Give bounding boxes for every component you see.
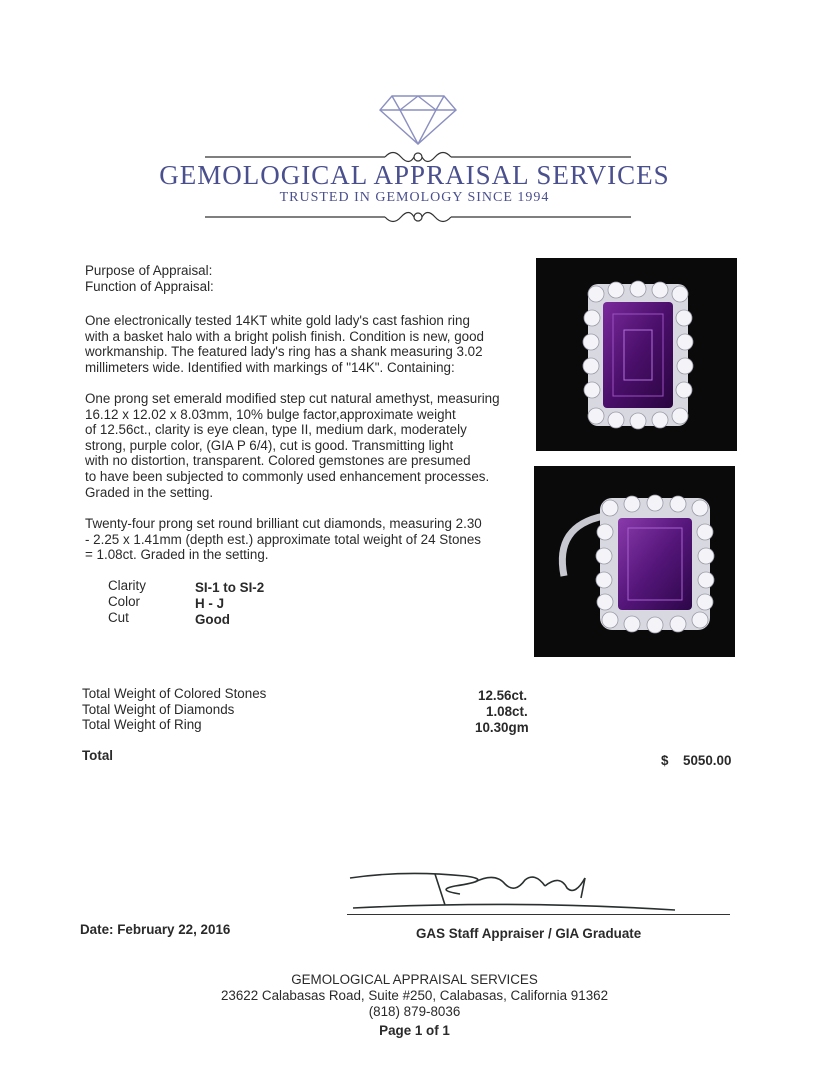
header-bottom-ornament	[205, 206, 631, 228]
total-diamonds-value: 1.08ct.	[486, 704, 528, 719]
text-line: with a basket halo with a bright polish finish. Condition is new, good	[85, 328, 484, 344]
text-line: 16.12 x 12.02 x 8.03mm, 10% bulge factor,approximate weight	[85, 406, 456, 422]
total-label: Total	[82, 748, 113, 763]
text-line: with no distortion, transparent. Colored gemstones are presumed	[85, 453, 471, 469]
total-ring-label: Total Weight of Ring	[82, 717, 202, 732]
footer-address: 23622 Calabasas Road, Suite #250, Calabasas, California 91362	[220, 988, 609, 1003]
appraiser-signature	[345, 860, 685, 920]
diamonds-description	[85, 516, 525, 563]
text-line: strong, purple color, (GIA P 6/4), cut is good. Transmitting light	[85, 437, 454, 453]
text-line: to have been subjected to commonly used enhancement processes.	[85, 468, 490, 484]
text-line: of 12.56ct., clarity is eye clean, type II, medium dark, moderately	[85, 422, 467, 438]
clarity-label: Clarity	[108, 578, 146, 593]
text-line: One electronically tested 14KT white gold lady's cast fashion ring	[85, 313, 470, 328]
footer-phone: (818) 879-8036	[368, 1004, 461, 1019]
text-line: One prong set emerald modified step cut natural amethyst, measuring	[85, 391, 500, 406]
text-line: workmanship. The featured lady's ring has a shank measuring 3.02	[85, 344, 483, 360]
total-ring-value: 10.30gm	[475, 720, 529, 735]
clarity-value: SI-1 to SI-2	[195, 580, 265, 595]
company-tagline: TRUSTED IN GEMOLOGY SINCE 1994	[279, 190, 550, 205]
ring-photo-side	[534, 466, 735, 657]
ring-photo-top	[536, 258, 737, 451]
color-label: Color	[108, 594, 140, 609]
total-currency: $	[661, 753, 669, 768]
company-title: GEMOLOGICAL APPRAISAL SERVICES	[159, 160, 670, 190]
total-colored-value: 12.56ct.	[478, 688, 528, 703]
appraisal-date: Date: February 22, 2016	[80, 922, 231, 937]
appraiser-title: GAS Staff Appraiser / GIA Graduate	[416, 926, 642, 941]
footer-company: GEMOLOGICAL APPRAISAL SERVICES	[291, 972, 538, 987]
ring-side-view-image	[534, 466, 735, 657]
ring-description	[85, 313, 525, 375]
purpose-label: Purpose of Appraisal:	[85, 263, 213, 278]
total-colored-label: Total Weight of Colored Stones	[82, 686, 267, 701]
page-number: Page 1 of 1	[379, 1023, 450, 1038]
text-line: = 1.08ct. Graded in the setting.	[85, 547, 269, 563]
function-label: Function of Appraisal:	[85, 279, 214, 294]
signature-line	[347, 914, 730, 915]
diamond-icon	[378, 92, 458, 146]
total-amount: 5050.00	[683, 753, 732, 768]
amethyst-description	[85, 391, 525, 500]
text-line: millimeters wide. Identified with markings of "14K". Containing:	[85, 359, 455, 375]
cut-value: Good	[195, 612, 230, 627]
total-diamonds-label: Total Weight of Diamonds	[82, 702, 235, 717]
text-line: - 2.25 x 1.41mm (depth est.) approximate total weight of 24 Stones	[85, 531, 481, 547]
ring-top-view-image	[536, 258, 737, 451]
text-line: Graded in the setting.	[85, 484, 214, 500]
text-line: Twenty-four prong set round brilliant cut diamonds, measuring 2.30	[85, 516, 482, 531]
cut-label: Cut	[108, 610, 129, 625]
color-value: H - J	[195, 596, 225, 611]
